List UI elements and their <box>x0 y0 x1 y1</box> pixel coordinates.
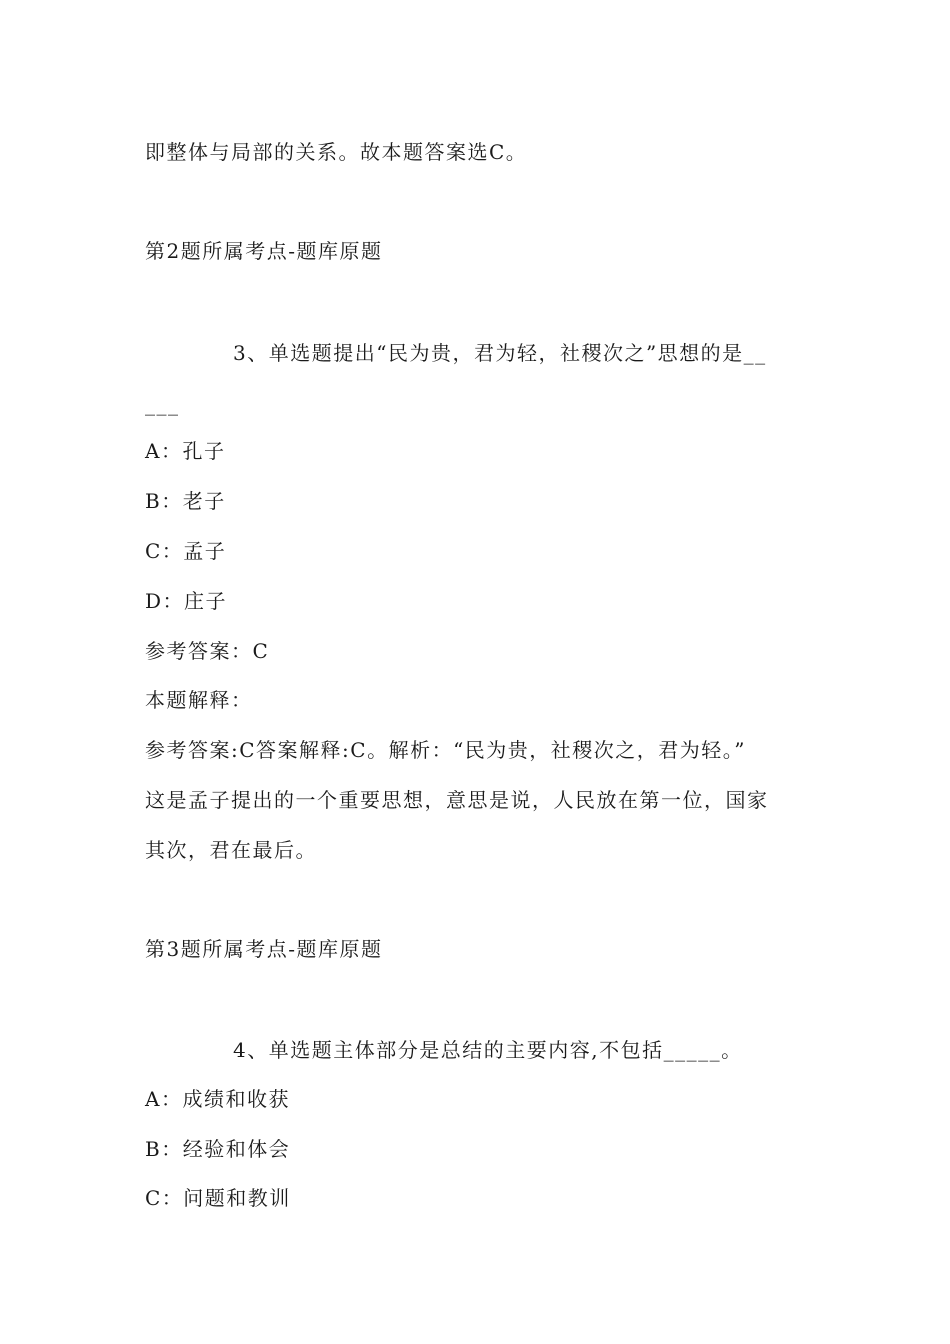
q3-knowledge-point: 第3题所属考点-题库原题 <box>145 937 383 961</box>
q2-knowledge-point: 第2题所属考点-题库原题 <box>145 239 383 263</box>
q3-explanation-line3: 其次，君在最后。 <box>145 838 317 862</box>
q3-explanation-line1: 参考答案:C答案解释:C。解析：“民为贵，社稷次之，君为轻。” <box>145 738 747 762</box>
q4-option-c: C：问题和教训 <box>145 1186 291 1210</box>
q4-question: 4、单选题主体部分是总结的主要内容,不包括_____。 <box>233 1038 743 1062</box>
q3-option-d: D：庄子 <box>145 589 228 613</box>
q3-question-line1: 3、单选题提出“民为贵，君为轻，社稷次之”思想的是__ <box>233 341 767 365</box>
q3-question-line2: ___ <box>145 392 180 416</box>
q3-explanation-label: 本题解释： <box>145 688 253 712</box>
q4-option-a: A：成绩和收获 <box>145 1087 290 1111</box>
q3-option-c: C：孟子 <box>145 539 227 563</box>
q2-explanation-tail: 即整体与局部的关系。故本题答案选C。 <box>145 140 528 164</box>
q3-explanation-line2: 这是孟子提出的一个重要思想，意思是说，人民放在第一位，国家 <box>145 788 769 812</box>
q4-option-b: B：经验和体会 <box>145 1137 291 1161</box>
q3-option-a: A：孔子 <box>145 439 226 463</box>
q3-option-b: B：老子 <box>145 489 226 513</box>
q3-answer: 参考答案：C <box>145 639 270 663</box>
